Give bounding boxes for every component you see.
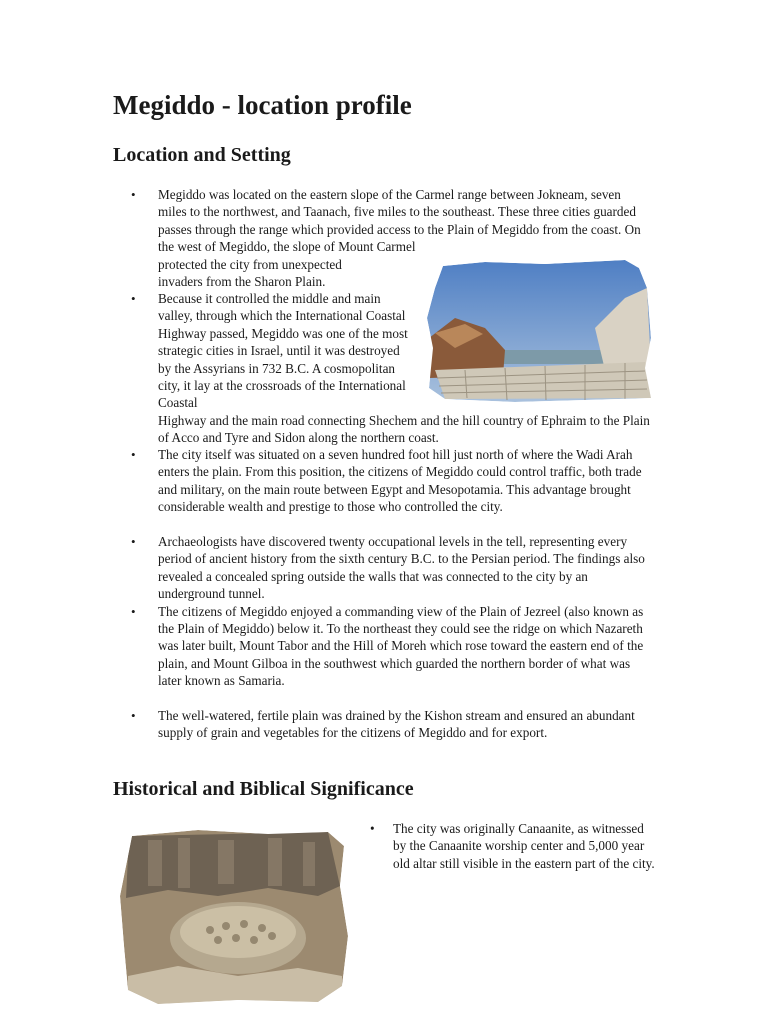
section-heading-historical: Historical and Biblical Significance [113,778,414,800]
coastal-view-photo [425,258,653,404]
list-item: • The city itself was situated on a seven hundred foot hill just north of where the Wadi Arah enters the plain. From this position, the citizens of Megiddo could control traffic, both trade and military, on the main route between Egypt and Mesopotamia. This advantage brought considerable wealth and prestige to those who controlled the city. [158,446,650,533]
bullet-text-2a: • Because it controlled the middle and main valley, through which the International Coastal Highway passed, Megiddo was one of the most strategic cities in Israel, until it was destroyed by the Assyrians in 732 B.C. A cosmopolitan city, it lay at the crossroads of the International Coastal [158,291,408,411]
page-title: Megiddo - location profile [113,90,412,120]
bullet-text-1a: Megiddo was located on the eastern slope of the Carmel range between Jokneam, seven miles to the northwest, and Taanach, five miles to the southeast. These three cities guarded passes through the range which provided access to the Plain of Megiddo from the coast. On the west of Megiddo, the slope of Mount Carmel [158,187,641,255]
list-item: • Archaeologists have discovered twenty occupational levels in the tell, representing every period of ancient history from the sixth century B.C. to the Persian period. The findings also revealed a concealed spring outside the walls that was connected to the city by an underground tunnel. [158,533,650,603]
section-heading-location: Location and Setting [113,144,291,166]
bullet-text-1b: protected the city from unexpected invaders from the Sharon Plain. [158,256,342,290]
canaanite-altar-photo [118,826,351,1006]
list-item: • The citizens of Megiddo enjoyed a commanding view of the Plain of Jezreel (also known as the Plain of Megiddo) below it. To the northeast they could see the ridge on which Nazareth was later built, Mount Tabor and the Hill of Moreh which rose toward the eastern end of the plain, and Mount Gilboa in the southwest which guarded the northern border of what was later known as Samaria. [158,603,650,707]
list-item: • The city was originally Canaanite, as witnessed by the Canaanite worship center and 5,000 year old altar still visible in the eastern part of the city. [393,820,655,872]
list-item: • The well-watered, fertile plain was drained by the Kishon stream and ensured an abundant supply of grain and vegetables for the citizens of Megiddo and for export. [158,707,650,742]
historical-bullet-list [393,820,655,872]
bullet-text-2b: Highway and the main road connecting Shechem and the hill country of Ephraim to the Plain of Acco and Tyre and Sidon along the northern coast. [158,412,650,446]
